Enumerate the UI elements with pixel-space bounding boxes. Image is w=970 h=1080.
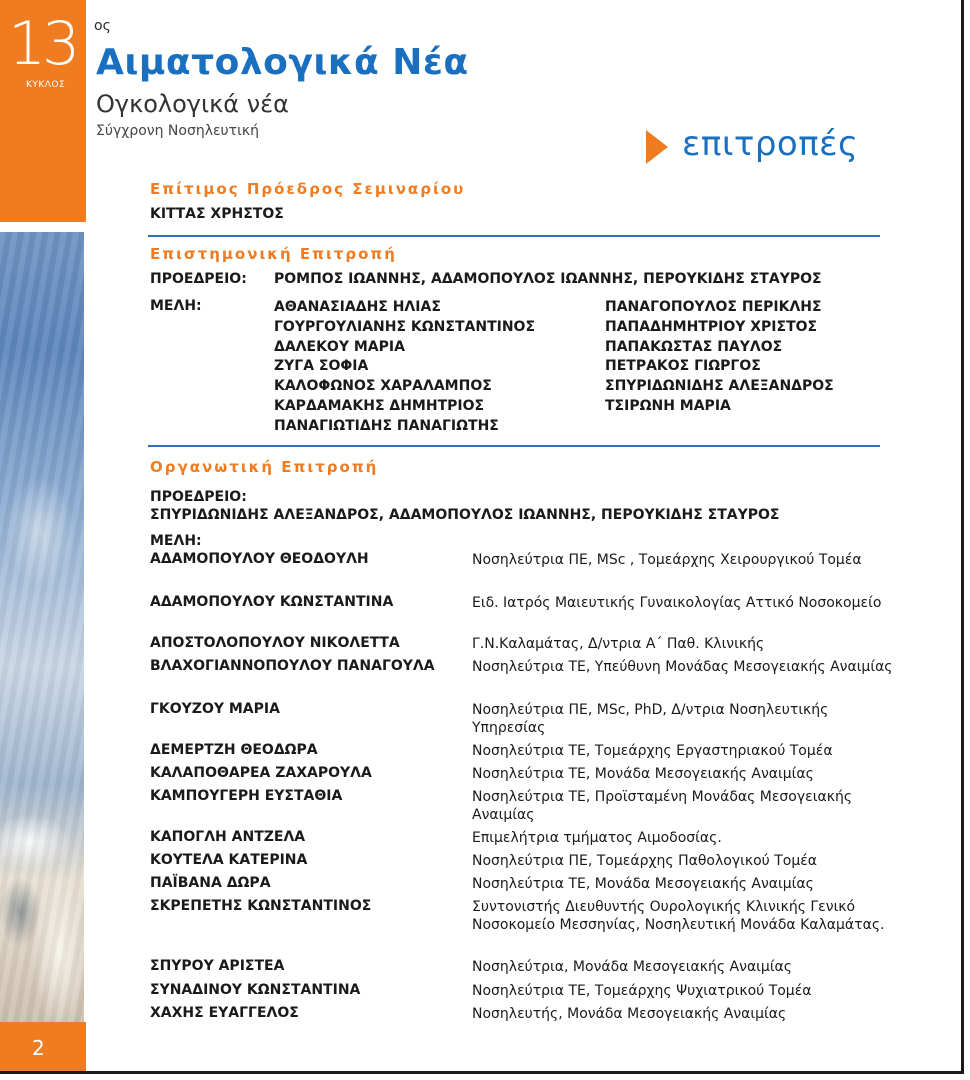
member-name: ΒΛΑΧΟΓΙΑΝΝΟΠΟΥΛΟΥ ΠΑΝΑΓΟΥΛΑ: [150, 658, 435, 674]
member-name: ΚΑΛΑΠΟΘΑΡΕΑ ΖΑΧΑΡΟΥΛΑ: [150, 765, 372, 781]
member-role: Νοσηλεύτρια ΠΕ, Τομεάρχης Παθολογικού Τομέα: [472, 853, 818, 869]
cycle-number: 13: [8, 9, 77, 79]
list-item: ΠΑΝΑΓΙΩΤΙΔΗΣ ΠΑΝΑΓΙΩΤΗΣ: [274, 417, 499, 434]
scientific-members-label: ΜΕΛΗ:: [150, 298, 202, 314]
honorary-name: ΚΙΤΤΑΣ ΧΡΗΣΤΟΣ: [150, 206, 284, 222]
cycle-label: ΚΥΚΛΟΣ: [26, 80, 66, 90]
organizing-heading: Οργανωτική Επιτροπή: [150, 458, 379, 476]
page-title: Αιματολογικά Νέα: [96, 42, 469, 83]
member-role: Συντονιστής Διευθυντής Ουρολογικής Κλινικής Γενικό Νοσοκομείο Μεσσηνίας, Νοσηλευτική Μονάδα Καλαμάτας.: [472, 899, 885, 933]
list-item: ΖΥΓΑ ΣΟΦΙΑ: [274, 358, 369, 375]
page-number-box: [0, 1022, 86, 1074]
section-title: επιτροπές: [682, 124, 859, 164]
member-role: Νοσηλεύτρια ΠΕ, MSc , Τομεάρχης Χειρουργικού Τομέα: [472, 552, 862, 568]
organizing-members-label: ΜΕΛΗ:: [150, 533, 202, 549]
scientific-members-col1: [274, 298, 535, 437]
member-role: Νοσηλεύτρια ΤΕ, Τομεάρχης Ψυχιατρικού Τομέα: [472, 983, 812, 999]
organizing-presidium: ΣΠΥΡΙΔΩΝΙΔΗΣ ΑΛΕΞΑΝΔΡΟΣ, ΑΔΑΜΟΠΟΥΛΟΣ ΙΩΑΝΝΗΣ, ΠΕΡΟΥΚΙΔΗΣ ΣΤΑΥΡΟΣ: [150, 507, 780, 523]
member-name: ΣΚΡΕΠΕΤΗΣ ΚΩΝΣΤΑΝΤΙΝΟΣ: [150, 898, 372, 914]
list-item: ΚΑΡΔΑΜΑΚΗΣ ΔΗΜΗΤΡΙΟΣ: [274, 397, 485, 414]
scientific-heading: Επιστημονική Επιτροπή: [150, 245, 397, 263]
list-item: ΔΑΛΕΚΟΥ ΜΑΡΙΑ: [274, 338, 405, 355]
member-role: Νοσηλεύτρια ΤΕ, Τομεάρχης Εργαστηριακού Τομέα: [472, 743, 833, 759]
member-name: ΑΔΑΜΟΠΟΥΛΟΥ ΘΕΟΔΟΥΛΗ: [150, 551, 369, 567]
member-role: Ειδ. Ιατρός Μαιευτικής Γυναικολογίας Αττικό Νοσοκομείο: [472, 595, 882, 611]
cycle-badge: [0, 0, 86, 222]
arrow-icon: [646, 130, 668, 164]
member-name: ΔΕΜΕΡΤΖΗ ΘΕΟΔΩΡΑ: [150, 742, 318, 758]
honorary-heading: Επίτιμος Πρόεδρος Σεμιναρίου: [150, 180, 466, 198]
list-item: ΣΠΥΡΙΔΩΝΙΔΗΣ ΑΛΕΞΑΝΔΡΟΣ: [605, 378, 834, 395]
scientific-presidium-label: ΠΡΟΕΔΡΕΙΟ:: [150, 271, 247, 287]
member-name: ΚΑΠΟΓΛΗ ΑΝΤΖΕΛΑ: [150, 829, 306, 845]
member-name: ΧΑΧΗΣ ΕΥΑΓΓΕΛΟΣ: [150, 1005, 299, 1021]
page-number: 2: [32, 1036, 45, 1060]
scientific-members-col2: [605, 298, 834, 417]
member-name: ΑΔΑΜΟΠΟΥΛΟΥ ΚΩΝΣΤΑΝΤΙΝΑ: [150, 594, 394, 610]
member-name: ΚΑΜΠΟΥΓΕΡΗ ΕΥΣΤΑΘΙΑ: [150, 788, 343, 804]
member-role: Νοσηλεύτρια ΠΕ, MSc, PhD, Δ/ντρια Νοσηλευτικής Υπηρεσίας: [472, 702, 829, 736]
member-role: Νοσηλεύτρια, Μονάδα Μεσογειακής Αναιμίας: [472, 959, 793, 975]
page-subtitle: Ογκολογικά νέα: [96, 90, 289, 118]
member-name: ΑΠΟΣΤΟΛΟΠΟΥΛΟΥ ΝΙΚΟΛΕΤΤΑ: [150, 635, 400, 651]
member-role: Νοσηλεύτρια ΤΕ, Μονάδα Μεσογειακής Αναιμίας: [472, 876, 814, 892]
member-role: Νοσηλεύτρια ΤΕ, Υπεύθυνη Μονάδας Μεσογειακής Αναιμίας: [472, 659, 893, 675]
list-item: ΠΕΤΡΑΚΟΣ ΓΙΩΡΓΟΣ: [605, 358, 761, 375]
member-role: Γ.Ν.Καλαμάτας, Δ/ντρια Α΄ Παθ. Κλινικής: [472, 636, 765, 652]
scientific-presidium: ΡΟΜΠΟΣ ΙΩΑΝΝΗΣ, ΑΔΑΜΟΠΟΥΛΟΣ ΙΩΑΝΝΗΣ, ΠΕΡΟΥΚΙΔΗΣ ΣΤΑΥΡΟΣ: [274, 271, 822, 287]
member-name: ΣΠΥΡΟΥ ΑΡΙΣΤΕΑ: [150, 958, 285, 974]
member-role: Νοσηλευτής, Μονάδα Μεσογειακής Αναιμίας: [472, 1006, 787, 1022]
member-name: ΣΥΝΑΔΙΝΟΥ ΚΩΝΣΤΑΝΤΙΝΑ: [150, 982, 361, 998]
list-item: ΓΟΥΡΓΟΥΛΙΑΝΗΣ ΚΩΝΣΤΑΝΤΙΝΟΣ: [274, 318, 536, 335]
cycle-ordinal: ος: [94, 18, 111, 34]
page-subsubtitle: Σύγχρονη Νοσηλευτική: [96, 123, 259, 139]
list-item: ΠΑΠΑΔΗΜΗΤΡΙΟΥ ΧΡΙΣΤΟΣ: [605, 318, 818, 335]
decorative-painting: [0, 232, 84, 1022]
divider: [148, 235, 880, 237]
member-name: ΚΟΥΤΕΛΑ ΚΑΤΕΡΙΝΑ: [150, 852, 308, 868]
list-item: ΤΣΙΡΩΝΗ ΜΑΡΙΑ: [605, 397, 731, 414]
member-role: Νοσηλεύτρια ΤΕ, Προϊσταμένη Μονάδας Μεσογειακής Αναιμίας: [472, 789, 853, 823]
list-item: ΠΑΠΑΚΩΣΤΑΣ ΠΑΥΛΟΣ: [605, 338, 783, 355]
divider: [148, 445, 880, 447]
list-item: ΚΑΛΟΦΩΝΟΣ ΧΑΡΑΛΑΜΠΟΣ: [274, 378, 492, 395]
member-role: Νοσηλεύτρια ΤΕ, Μονάδα Μεσογειακής Αναιμίας: [472, 766, 814, 782]
member-name: ΠΑΪΒΑΝΑ ΔΩΡΑ: [150, 875, 271, 891]
member-name: ΓΚΟΥΖΟΥ ΜΑΡΙΑ: [150, 701, 280, 717]
member-role: Επιμελήτρια τμήματος Αιμοδοσίας.: [472, 830, 722, 846]
list-item: ΠΑΝΑΓΟΠΟΥΛΟΣ ΠΕΡΙΚΛΗΣ: [605, 299, 822, 315]
organizing-presidium-label: ΠΡΟΕΔΡΕΙΟ:: [150, 489, 247, 505]
list-item: ΑΘΑΝΑΣΙΑΔΗΣ ΗΛΙΑΣ: [274, 299, 441, 315]
